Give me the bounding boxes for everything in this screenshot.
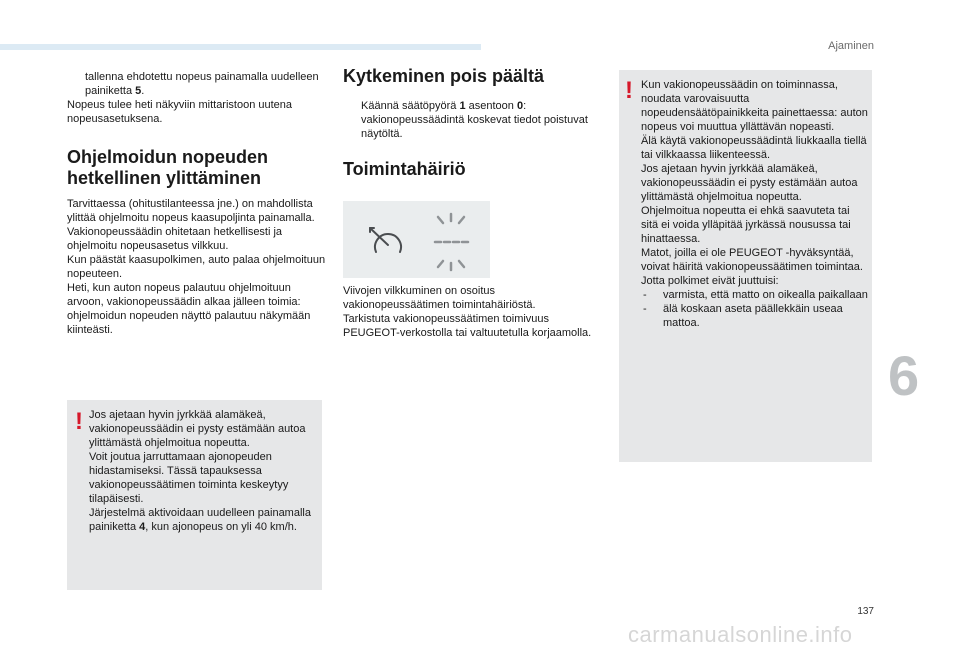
bullet-text-end: . [141,85,145,97]
paragraph: Tarkistuta vakionopeussäätimen toimivuus PEUGEOT-verkostolla tai valtuutetulla korjaamolla. [343,313,592,339]
control-ref: 1 [459,100,466,112]
dash-mark: - [643,303,647,315]
warning-box [619,70,872,462]
cruise-control-fault-icon [343,201,490,278]
button-ref: 5 [135,85,142,97]
col1-intro [67,70,325,126]
warning-text [641,78,869,330]
text-run: asentoon [465,100,517,112]
text-run: : vakionopeussäädintä koskevat tiedot poistuvat näytöltä. [361,100,588,140]
heading-line: hetkellinen ylittäminen [67,168,262,188]
bullet-item [67,70,325,98]
paragraph: Matot, joilla ei ole PEUGEOT -hyväksyntää, voivat häiritä vakionopeussäätimen toimintaa. [641,247,863,273]
dash-text: älä koskaan aseta päällekkäin useaa mattoa. [663,303,843,329]
paragraph: Tarvittaessa (ohitustilanteessa jne.) on mahdollista ylittää ohjelmoitu nopeus kaasupoljinta painamalla. [67,198,315,224]
paragraph: Nopeus tulee heti näkyviin mittaristoon uutena nopeusasetuksena. [67,99,293,125]
paragraph: Älä käytä vakionopeussäädintä liukkaalla tiellä tai vilkkaassa liikenteessä. [641,135,867,161]
illustration-panel [343,201,490,278]
warning-icon: ! [75,408,83,435]
paragraph: Vakionopeussäädin ohitetaan hetkellisesti ja ohjelmoitu nopeusasetus vilkkuu. [67,226,283,252]
bullet-text: tallenna ehdotettu nopeus painamalla uudelleen painiketta [85,71,319,97]
section-heading-ohjelmoidun [67,147,327,189]
toimintahairio-body [343,284,603,340]
position-ref: 0 [516,100,524,112]
dash-mark: - [643,289,647,301]
top-accent-bar [0,44,481,50]
text-run: , kun ajonopeus on yli 40 km/h. [145,521,297,533]
paragraph: Heti, kun auton nopeus palautuu ohjelmoituun arvoon, vakionopeussäädin alkaa jälleen toimia: ohjelmoidun nopeuden näyttö palautuu näkymään kiinteästi. [67,282,311,336]
watermark: carmanualsonline.info [628,622,853,647]
dash-item [641,302,869,330]
paragraph: Kun päästät kaasupolkimen, auto palaa ohjelmoituun nopeuteen. [67,254,326,280]
paragraph: Jotta polkimet eivät juuttuisi: [641,275,779,287]
warning-box [67,400,322,590]
kytkeminen-body [343,99,603,141]
paragraph: Jos ajetaan hyvin jyrkkää alamäkeä, vakionopeussäädin ei pysty estämään autoa ylittämästä ohjelmoitua nopeutta. [89,409,306,449]
section-heading-kytkeminen: Kytkeminen pois päältä [343,66,545,86]
ohjelmoidun-body [67,197,327,337]
paragraph [89,506,319,534]
page-number: 137 [857,606,874,617]
paragraph: Voit joutua jarruttamaan ajonopeuden hidastamiseksi. Tässä tapauksessa vakionopeussäätimen toiminta keskeytyy tilapäisesti. [89,451,289,505]
button-ref: 4 [139,521,146,533]
section-label: Ajaminen [828,40,874,52]
dash-item [641,288,869,302]
chapter-tab-number: 6 [888,344,920,407]
text-run: Järjestelmä aktivoidaan uudelleen painamalla painiketta [89,507,311,533]
paragraph: Ohjelmoitua nopeutta ei ehkä saavuteta tai sitä ei voida ylläpitää jyrkässä nousussa tai hinattaessa. [641,205,851,245]
warning-icon: ! [625,77,633,104]
paragraph: Viivojen vilkkuminen on osoitus vakionopeussäätimen toimintahäiriöstä. [343,285,536,311]
heading-line: Ohjelmoidun nopeuden [67,147,268,167]
paragraph: Kun vakionopeussäädin on toiminnassa, noudata varovaisuutta nopeudensäätöpainikkeita painettaessa: auton nopeus voi muuttua yllättävän nopeasti. [641,79,868,133]
bullet-item [343,99,603,141]
section-heading-toimintahairio: Toimintahäiriö [343,159,466,179]
text-run: Käännä säätöpyörä [361,100,460,112]
dash-text: varmista, että matto on oikealla paikallaan [663,289,868,301]
paragraph: Jos ajetaan hyvin jyrkkää alamäkeä, vakionopeussäädin ei pysty estämään autoa ylittämästä ohjelmoitua nopeutta. [641,163,858,203]
warning-text [89,408,319,534]
